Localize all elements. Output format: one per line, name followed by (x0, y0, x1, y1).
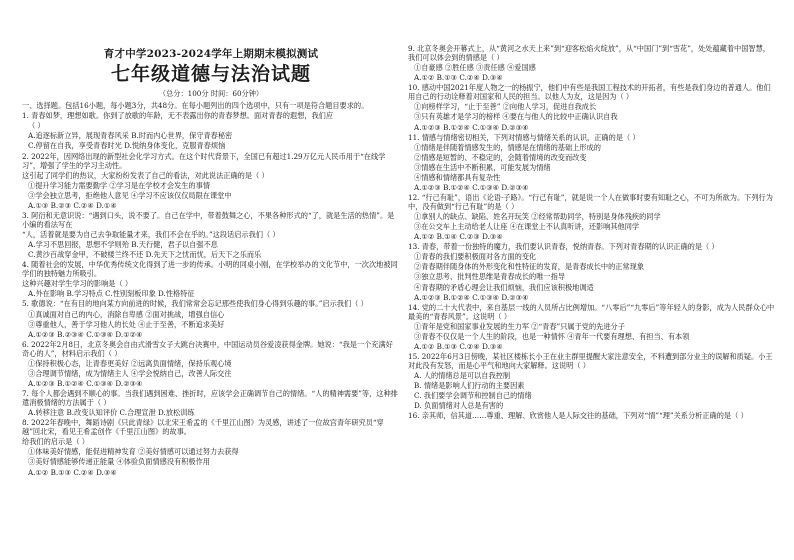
question-line: A.①② B.①④ C.②③ D.③④ (414, 232, 503, 242)
section-heading: 一、选择题。包括16小题，每小题3分，共48分。在每小题列出的四个选项中，只有一项是符合题目要求的。 (22, 101, 369, 111)
question-line: C.黄沙百战穿金甲，不破楼兰终不还 D.先天下之忧而忧，后天下之乐而乐 (28, 250, 262, 260)
question-line: 11. 情感与情绪密切相关，下列对情感与情绪关系的认识，正确的是（ ） (408, 132, 640, 142)
question-line: 9. 北京冬奥会开幕式上，从“黄河之水天上来”到“迎客松焰火绽放”，从“中国门”到“雪花”，处处蕴藏着中国智慧，我们可以体会到的情感是（ ） (408, 44, 770, 63)
question-line: 10. 感动中国2021年度人物之一的杨振宁，他们中有些是我国工程技术的开拓者，有些是我们身边的普通人。他们用自己的行动诠释着对国家和人民的担当。以他人为友，这是因为（ ） (408, 83, 771, 102)
question-line: 13. 青春，带着一份独特的魔力，我们要认识青春，悦纳青春。下列对青春期的认识正确的是（ ） (408, 242, 719, 252)
question-line: ①拿别人的缺点、缺陷、姓名开玩笑 ②经常帮助同学，特别是身体残疾的同学 (414, 212, 661, 222)
question-line: ①向榜样学习，“止于至善” ②向他人学习，促进自我成长 (414, 102, 597, 112)
question-line: A.①② B.①③ C.②④ D.③④ (28, 467, 117, 477)
question-line: 6. 2022年2月8日，北京冬奥会自由式滑雪女子大跳台决赛中，中国运动员谷爱凌获得金牌。她说：“我是一个充满好奇心的人”，材料启示我们（ ） (22, 339, 393, 358)
question-line: 5. 歌德说：“在有目的地向某方向前进的时候，我们常常会忘记那些使我们身心得到乐趣的事。”启示我们（ ） (22, 299, 368, 309)
question-line: 7. 每个人都会遇到不顺心的事。当我们遇到困难、挫折时，应该学会正确调节自己的情绪。“人的精神需要”等，这种排遣消极情绪的方法属于（ ） (22, 389, 398, 408)
question-line: A. 人的情绪总是可以自我控制 (414, 371, 511, 381)
score-time: （总分：100分 时间：60分钟） (158, 89, 264, 99)
question-line: “人，活着就是要为自己去争取能量才来，我们不会在乎的。”这段话启示我们（ ） (22, 230, 280, 240)
question-line: A.①②③ B.①②④ C.①③④ D.②③④ (414, 182, 529, 192)
question-line: C. 我们要学会调节和控制自己的情绪 (414, 391, 532, 401)
question-line: ③美好情感能够传递正能量 ④体验负面情感没有积极作用 (28, 457, 210, 467)
question-line: ①青春的我们要积极面对各方面的变化 (414, 252, 537, 262)
question-line: B. 情绪是影响人们行动的主要因素 (414, 381, 525, 391)
question-line: ①情绪是伴随着情感发生的，情感是在情绪的基础上形成的 (414, 142, 601, 152)
question-line: ①提升学习能力需要勤学 ②学习是在学校才会发生的事情 (28, 180, 210, 190)
question-line: 这种兴趣对学生学习的影响是（ ） (22, 279, 133, 289)
question-line: A.①② B.①③ C.②④ D.③④ (414, 341, 503, 351)
question-line: A.学习不思回报，思想不学则殆 B.天行健，君子以自强不息 (28, 240, 218, 250)
question-line: 12. “行己有耻”，语出《论语·子路》。“行己有耻”，就是说一个人在做事时要有知耻之心，不可为所欲为。下列行为中，没有做到“行己有耻”的是（ ） (408, 192, 773, 211)
question-line: ①青年是党和国家事业发展的生力军 ②“青春”只属于党的先进分子 (414, 321, 625, 331)
question-line: （ ） (28, 121, 45, 131)
question-line: ①体味美好情感，能促进精神发育 ②美好情感可以通过努力去获得 (28, 447, 239, 457)
question-line: D. 负面情绪对人总是有害的 (414, 401, 504, 411)
question-line: 16. 亲其师，信其道……尊重、理解、欣赏他人是人际交往的基础，下列对“情”“理”关系分析正确的是（ ） (408, 411, 748, 421)
question-line: 1. 青春如梦，理想如歌。你到了放歌的年龄，无不表露出你的青春梦想。面对青春的遐想，我们应 (22, 111, 334, 121)
question-line: 15. 2022年6月3日傍晚，某社区楼栋长小王在业主群里提醒大家注意安全，不料遭到部分业主的误解和质疑。小王对此没有发怒，而是心平气和地向大家解释。这说明（ ） (408, 351, 773, 370)
question-line: ②青春期伴随身体的外形变化和性特征的发育，是青春成长中的正常现象 (414, 262, 645, 272)
question-line: ③学会独立思考，拒绝他人意见 ④学习不应该仅仅局限在课堂中 (28, 190, 232, 200)
question-line: ①保持积极心态，让青春更美好 ②远离负面情绪，保持乐观心境 (28, 358, 232, 368)
question-line: A.①②③ B.①②④ C.①③④ D.②③④ (28, 378, 143, 388)
question-line: ③只有英雄才是学习的榜样 ④要在与他人的比较中正确认识自我 (414, 112, 618, 122)
question-line: A.转移注意 B.改变认知评价 C.合理宣泄 D.放松训练 (28, 408, 195, 418)
question-line: ③独立思考、批判性思维是青春成长的唯一指导 (414, 272, 565, 282)
question-line: 8. 2022年春晚中，舞蹈诗剧《只此青绿》以北宋王希孟的《千里江山图》为灵感，讲述了一位故宫青年研究员“穿越”回北宋，看见王希孟创作《千里江山图》的故事。 (22, 418, 384, 437)
question-line: 4. 随着社会的发展，中华优秀传统文化得到了进一步的传承。小明的同桌小刚，在学校举办的文化节中，一次次地被同学们的独特魅力所吸引。 (22, 260, 398, 279)
question-line: ①自豪感 ②胜任感 ③责任感 ④爱国感 (414, 63, 536, 73)
question-line: A.追逐标新立异，展现青春风采 B.时而内心世界，保守青春秘密 (28, 131, 233, 141)
question-line: A.①②③ B.①②④ C.①③④ D.②③④ (414, 292, 529, 302)
right-questions (408, 44, 776, 420)
question-line: ③在公交车上主动给老人让座 ④在课堂上不认真听讲，还影响其他同学 (414, 222, 640, 232)
right-column (408, 0, 776, 420)
question-line: ③合理调节情绪，成为情绪主人 ④学会悦纳自己，改善人际交往 (28, 368, 232, 378)
exam-subject-title: 七年级道德与法治试题 (110, 63, 311, 86)
question-line: A.①③ B.②③ C.②④ D.①④ (28, 200, 117, 210)
left-questions (22, 111, 400, 476)
question-line: ①真诚面对自己的内心，消除自卑感 ②面对挑战，增强自信心 (28, 309, 225, 319)
question-line: ②情感是短暂的、不稳定的，会随着情境的改变而改变 (414, 152, 587, 162)
question-line: ④情感和情绪都具有复杂性 (414, 172, 501, 182)
question-line: ③尊重他人，善于学习他人的长处 ④止于至善，不断追求美好 (28, 319, 225, 329)
question-line: 14. 党的二十大代表中，来自基层一线的人员所占比例增加。“八零后”“九零后”等年轻人的身影，成为人民群众心中最美的“青春风景”。这说明（ ） (408, 302, 775, 321)
question-line: 这引起了同学们的热议，大家纷纷发表了自己的看法，对此说法正确的是（ ） (22, 170, 269, 180)
question-line: ③青春不仅仅是一个人生的阶段，也是一种情怀 ④青年一代要有理想、有担当、有本领 (414, 331, 690, 341)
question-line: A.①②③ B.①②④ C.①③④ D.②③④ (414, 122, 529, 132)
question-line: 2. 2022年，因网络出现的新型社会化学习方式。在这个时代背景下，全国已有超过1.29万亿元人民币用于“在线学习”，增强了学生的学习主动性。 (22, 151, 386, 170)
question-line: A.①② B.①③ C.②④ D.③④ (414, 73, 503, 83)
question-line: A.外在影响 B.学习特点 C.性别刻板印象 D.性格特征 (28, 289, 195, 299)
question-line: C.停留在自我，享受青春时光 D.悦纳身体变化，克服青春烦恼 (28, 141, 226, 151)
left-column (22, 0, 400, 477)
question-line: ④青春期的矛盾心理会让我们烦恼，我们应该积极地调适 (414, 282, 594, 292)
exam-title: 育才中学2023-2024学年上期期末模拟测试 (103, 48, 319, 60)
question-line: 3. 阿衍和无意识说：“遇到口头，说不要了。自己在学中，带着鼓舞之心，不果各种形式的“了，就是生活的热情”。是小编的看法写在 (22, 210, 395, 229)
question-line: ③情感在生活中不断积累，可能发展为情绪 (414, 162, 551, 172)
question-line: 给我们的启示是（ ） (22, 437, 89, 447)
question-line: A.①②③ B.②③④ C.①③④ D.①②④ (28, 329, 143, 339)
